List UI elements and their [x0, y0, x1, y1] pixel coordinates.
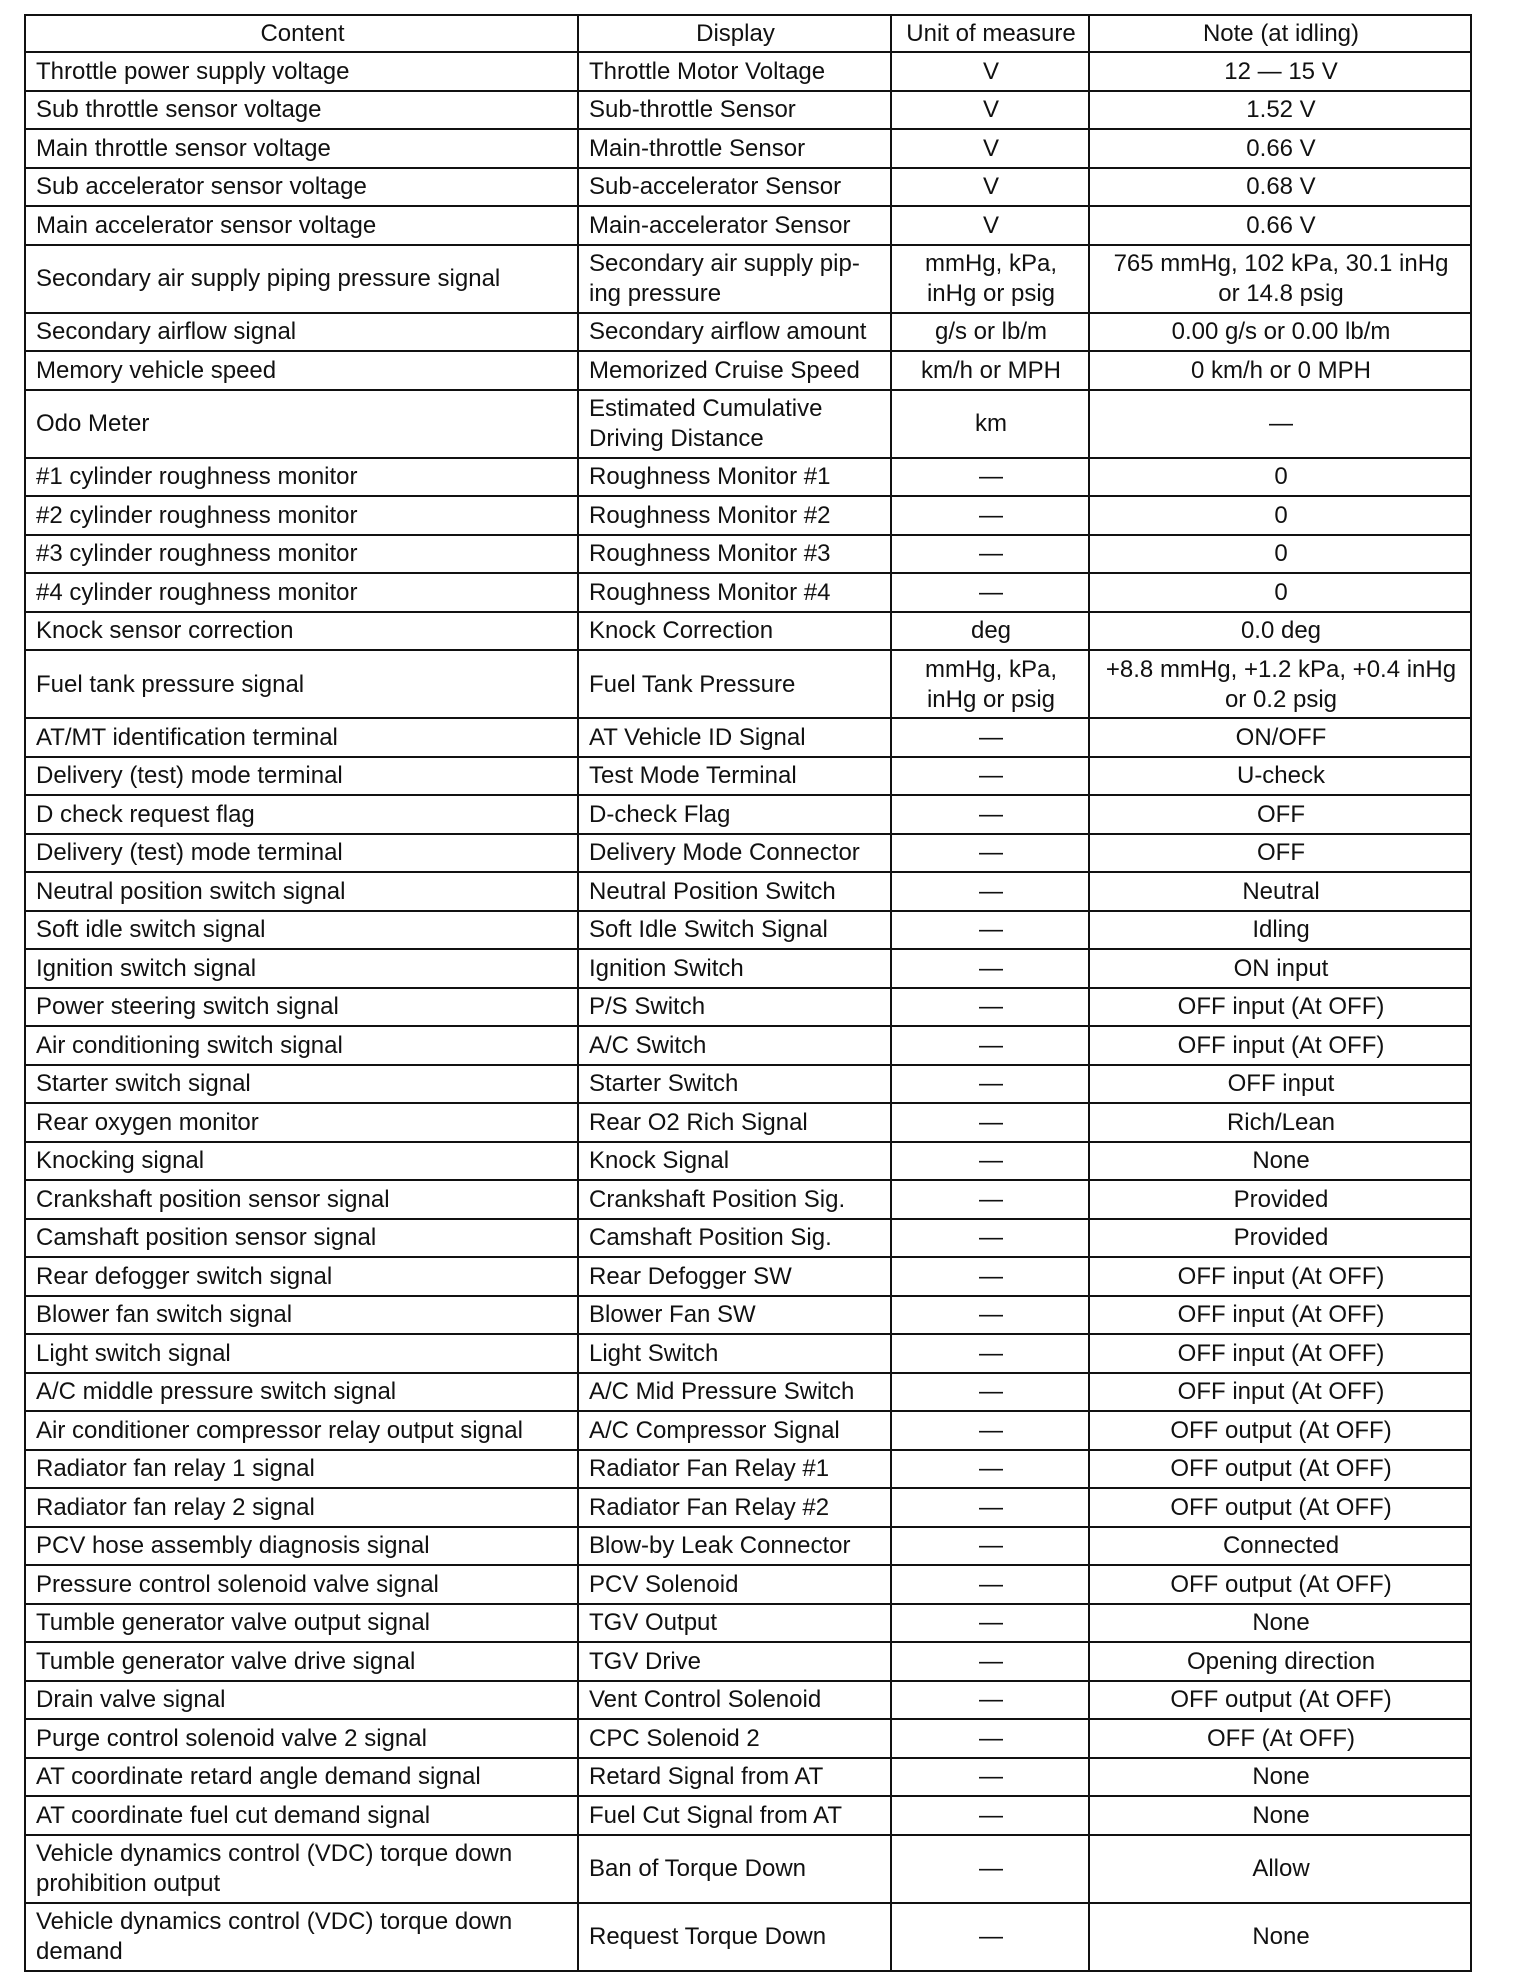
header-note: Note (at idling) [1089, 15, 1471, 52]
content-cell: #2 cylinder roughness monitor [25, 496, 578, 535]
display-cell: Fuel Cut Signal from AT [578, 1796, 891, 1835]
unit-cell: V [891, 52, 1089, 91]
unit-cell: — [891, 1488, 1089, 1527]
table-row [25, 834, 1471, 873]
table-row [25, 1142, 1471, 1181]
unit-cell: — [891, 1103, 1089, 1142]
table-row [25, 650, 1471, 718]
unit-cell: — [891, 1527, 1089, 1566]
unit-cell: — [891, 1903, 1089, 1971]
display-cell: Light Switch [578, 1334, 891, 1373]
table-row [25, 911, 1471, 950]
content-cell: Sub throttle sensor voltage [25, 91, 578, 130]
note-cell: Idling [1089, 911, 1471, 950]
note-cell: 0 [1089, 535, 1471, 574]
display-cell: Memorized Cruise Speed [578, 351, 891, 390]
unit-cell: km/h or MPH [891, 351, 1089, 390]
display-cell: Blower Fan SW [578, 1296, 891, 1335]
display-cell: Rear O2 Rich Signal [578, 1103, 891, 1142]
table-row [25, 91, 1471, 130]
content-cell: Main throttle sensor voltage [25, 129, 578, 168]
table-row [25, 1180, 1471, 1219]
unit-cell: — [891, 949, 1089, 988]
content-cell: AT/MT identification terminal [25, 718, 578, 757]
display-cell: Secondary air supply pip-ing pressure [578, 245, 891, 313]
display-cell: CPC Solenoid 2 [578, 1719, 891, 1758]
display-cell: Radiator Fan Relay #2 [578, 1488, 891, 1527]
content-cell: Radiator fan relay 1 signal [25, 1450, 578, 1489]
content-cell: Tumble generator valve output signal [25, 1604, 578, 1643]
content-cell: AT coordinate fuel cut demand signal [25, 1796, 578, 1835]
note-cell: 0.0 deg [1089, 612, 1471, 651]
unit-cell: — [891, 757, 1089, 796]
note-cell: OFF input (At OFF) [1089, 1373, 1471, 1412]
table-header-row [25, 15, 1471, 52]
content-cell: Purge control solenoid valve 2 signal [25, 1719, 578, 1758]
table-row [25, 1604, 1471, 1643]
note-cell: OFF output (At OFF) [1089, 1681, 1471, 1720]
header-unit-of-measure: Unit of measure [891, 15, 1089, 52]
note-cell: 0.00 g/s or 0.00 lb/m [1089, 313, 1471, 352]
unit-cell: — [891, 1026, 1089, 1065]
display-cell: Fuel Tank Pressure [578, 650, 891, 718]
display-cell: D-check Flag [578, 795, 891, 834]
header-display: Display [578, 15, 891, 52]
header-content: Content [25, 15, 578, 52]
table-row [25, 612, 1471, 651]
display-cell: P/S Switch [578, 988, 891, 1027]
content-cell: Rear oxygen monitor [25, 1103, 578, 1142]
display-cell: PCV Solenoid [578, 1565, 891, 1604]
note-cell: 1.52 V [1089, 91, 1471, 130]
unit-cell: km [891, 390, 1089, 458]
content-cell: Memory vehicle speed [25, 351, 578, 390]
display-cell: Roughness Monitor #3 [578, 535, 891, 574]
display-cell: Blow-by Leak Connector [578, 1527, 891, 1566]
display-cell: Secondary airflow amount [578, 313, 891, 352]
display-cell: Knock Signal [578, 1142, 891, 1181]
unit-cell: g/s or lb/m [891, 313, 1089, 352]
note-cell: OFF input (At OFF) [1089, 1296, 1471, 1335]
table-row [25, 1450, 1471, 1489]
note-cell: OFF input (At OFF) [1089, 1026, 1471, 1065]
note-cell: Allow [1089, 1835, 1471, 1903]
unit-cell: — [891, 1411, 1089, 1450]
note-cell: 12 — 15 V [1089, 52, 1471, 91]
note-cell: None [1089, 1758, 1471, 1797]
table-row [25, 206, 1471, 245]
note-cell: 0.68 V [1089, 168, 1471, 207]
note-cell: 0 [1089, 458, 1471, 497]
unit-cell: — [891, 573, 1089, 612]
unit-cell: — [891, 1450, 1089, 1489]
note-cell: OFF input [1089, 1065, 1471, 1104]
content-cell: D check request flag [25, 795, 578, 834]
content-cell: Knocking signal [25, 1142, 578, 1181]
note-cell: OFF [1089, 795, 1471, 834]
display-cell: Camshaft Position Sig. [578, 1219, 891, 1258]
unit-cell: mmHg, kPa, inHg or psig [891, 650, 1089, 718]
note-cell: None [1089, 1796, 1471, 1835]
table-row [25, 795, 1471, 834]
content-cell: Crankshaft position sensor signal [25, 1180, 578, 1219]
table-row [25, 1488, 1471, 1527]
display-cell: Ban of Torque Down [578, 1835, 891, 1903]
note-cell: OFF input (At OFF) [1089, 988, 1471, 1027]
table-row [25, 1065, 1471, 1104]
display-cell: Knock Correction [578, 612, 891, 651]
display-cell: Neutral Position Switch [578, 872, 891, 911]
note-cell: U-check [1089, 757, 1471, 796]
unit-cell: V [891, 91, 1089, 130]
display-cell: Retard Signal from AT [578, 1758, 891, 1797]
unit-cell: — [891, 1604, 1089, 1643]
unit-cell: — [891, 795, 1089, 834]
data-monitor-table [24, 14, 1472, 1972]
display-cell: Request Torque Down [578, 1903, 891, 1971]
unit-cell: — [891, 1334, 1089, 1373]
display-cell: Throttle Motor Voltage [578, 52, 891, 91]
table-row [25, 1373, 1471, 1412]
table-row [25, 1642, 1471, 1681]
note-cell: OFF output (At OFF) [1089, 1488, 1471, 1527]
display-cell: Rear Defogger SW [578, 1257, 891, 1296]
content-cell: #1 cylinder roughness monitor [25, 458, 578, 497]
note-cell: 0.66 V [1089, 206, 1471, 245]
content-cell: Neutral position switch signal [25, 872, 578, 911]
content-cell: Fuel tank pressure signal [25, 650, 578, 718]
display-cell: Main-accelerator Sensor [578, 206, 891, 245]
note-cell: 0 [1089, 496, 1471, 535]
display-cell: Radiator Fan Relay #1 [578, 1450, 891, 1489]
table-row [25, 1796, 1471, 1835]
table-row [25, 1257, 1471, 1296]
note-cell: OFF [1089, 834, 1471, 873]
content-cell: Camshaft position sensor signal [25, 1219, 578, 1258]
content-cell: Throttle power supply voltage [25, 52, 578, 91]
unit-cell: — [891, 872, 1089, 911]
table-row [25, 1219, 1471, 1258]
display-cell: Test Mode Terminal [578, 757, 891, 796]
note-cell: None [1089, 1604, 1471, 1643]
unit-cell: V [891, 206, 1089, 245]
unit-cell: — [891, 1758, 1089, 1797]
display-cell: TGV Drive [578, 1642, 891, 1681]
content-cell: Blower fan switch signal [25, 1296, 578, 1335]
unit-cell: — [891, 1642, 1089, 1681]
table-row [25, 1565, 1471, 1604]
table-row [25, 573, 1471, 612]
table-row [25, 1719, 1471, 1758]
unit-cell: — [891, 1565, 1089, 1604]
content-cell: PCV hose assembly diagnosis signal [25, 1527, 578, 1566]
display-cell: Roughness Monitor #4 [578, 573, 891, 612]
unit-cell: — [891, 1257, 1089, 1296]
table-row [25, 496, 1471, 535]
unit-cell: — [891, 1373, 1089, 1412]
unit-cell: — [891, 1796, 1089, 1835]
note-cell: ON/OFF [1089, 718, 1471, 757]
note-cell: None [1089, 1142, 1471, 1181]
display-cell: AT Vehicle ID Signal [578, 718, 891, 757]
note-cell: ON input [1089, 949, 1471, 988]
table-row [25, 988, 1471, 1027]
display-cell: Crankshaft Position Sig. [578, 1180, 891, 1219]
content-cell: #3 cylinder roughness monitor [25, 535, 578, 574]
unit-cell: — [891, 1296, 1089, 1335]
table-row [25, 168, 1471, 207]
note-cell: Connected [1089, 1527, 1471, 1566]
content-cell: Drain valve signal [25, 1681, 578, 1720]
table-row [25, 1103, 1471, 1142]
table-row [25, 1296, 1471, 1335]
content-cell: Tumble generator valve drive signal [25, 1642, 578, 1681]
unit-cell: — [891, 1180, 1089, 1219]
unit-cell: — [891, 1065, 1089, 1104]
note-cell: OFF input (At OFF) [1089, 1257, 1471, 1296]
unit-cell: — [891, 535, 1089, 574]
table-row [25, 245, 1471, 313]
table-row [25, 757, 1471, 796]
display-cell: Soft Idle Switch Signal [578, 911, 891, 950]
note-cell: Provided [1089, 1219, 1471, 1258]
note-cell: Opening direction [1089, 1642, 1471, 1681]
unit-cell: deg [891, 612, 1089, 651]
table-row [25, 1527, 1471, 1566]
content-cell: Knock sensor correction [25, 612, 578, 651]
note-cell: Rich/Lean [1089, 1103, 1471, 1142]
unit-cell: — [891, 718, 1089, 757]
content-cell: Power steering switch signal [25, 988, 578, 1027]
note-cell: 0 [1089, 573, 1471, 612]
unit-cell: — [891, 1219, 1089, 1258]
content-cell: Pressure control solenoid valve signal [25, 1565, 578, 1604]
unit-cell: V [891, 168, 1089, 207]
content-cell: Secondary air supply piping pressure signal [25, 245, 578, 313]
display-cell: A/C Mid Pressure Switch [578, 1373, 891, 1412]
table-row [25, 390, 1471, 458]
display-cell: Roughness Monitor #2 [578, 496, 891, 535]
unit-cell: — [891, 911, 1089, 950]
note-cell: OFF output (At OFF) [1089, 1450, 1471, 1489]
unit-cell: mmHg, kPa, inHg or psig [891, 245, 1089, 313]
table-row [25, 129, 1471, 168]
content-cell: Radiator fan relay 2 signal [25, 1488, 578, 1527]
display-cell: Roughness Monitor #1 [578, 458, 891, 497]
content-cell: Sub accelerator sensor voltage [25, 168, 578, 207]
content-cell: Air conditioning switch signal [25, 1026, 578, 1065]
unit-cell: — [891, 458, 1089, 497]
display-cell: A/C Switch [578, 1026, 891, 1065]
note-cell: None [1089, 1903, 1471, 1971]
table-row [25, 313, 1471, 352]
note-cell: OFF output (At OFF) [1089, 1411, 1471, 1450]
display-cell: Sub-accelerator Sensor [578, 168, 891, 207]
content-cell: Ignition switch signal [25, 949, 578, 988]
note-cell: — [1089, 390, 1471, 458]
note-cell: OFF output (At OFF) [1089, 1565, 1471, 1604]
unit-cell: — [891, 1835, 1089, 1903]
content-cell: Secondary airflow signal [25, 313, 578, 352]
display-cell: TGV Output [578, 1604, 891, 1643]
unit-cell: V [891, 129, 1089, 168]
unit-cell: — [891, 834, 1089, 873]
content-cell: AT coordinate retard angle demand signal [25, 1758, 578, 1797]
note-cell: OFF (At OFF) [1089, 1719, 1471, 1758]
note-cell: 765 mmHg, 102 kPa, 30.1 inHg or 14.8 psig [1089, 245, 1471, 313]
content-cell: Light switch signal [25, 1334, 578, 1373]
display-cell: Estimated Cumulative Driving Distance [578, 390, 891, 458]
note-cell: 0.66 V [1089, 129, 1471, 168]
display-cell: Main-throttle Sensor [578, 129, 891, 168]
table-row [25, 1835, 1471, 1903]
table-row [25, 949, 1471, 988]
note-cell: Provided [1089, 1180, 1471, 1219]
content-cell: Delivery (test) mode terminal [25, 834, 578, 873]
display-cell: Starter Switch [578, 1065, 891, 1104]
table-row [25, 872, 1471, 911]
content-cell: Soft idle switch signal [25, 911, 578, 950]
content-cell: Odo Meter [25, 390, 578, 458]
table-row [25, 458, 1471, 497]
content-cell: Rear defogger switch signal [25, 1257, 578, 1296]
unit-cell: — [891, 988, 1089, 1027]
note-cell: OFF input (At OFF) [1089, 1334, 1471, 1373]
note-cell: +8.8 mmHg, +1.2 kPa, +0.4 inHg or 0.2 psig [1089, 650, 1471, 718]
table-body [25, 52, 1471, 1971]
content-cell: Air conditioner compressor relay output signal [25, 1411, 578, 1450]
note-cell: 0 km/h or 0 MPH [1089, 351, 1471, 390]
content-cell: Vehicle dynamics control (VDC) torque down prohibition output [25, 1835, 578, 1903]
table-row [25, 1903, 1471, 1971]
unit-cell: — [891, 1681, 1089, 1720]
display-cell: Vent Control Solenoid [578, 1681, 891, 1720]
display-cell: Delivery Mode Connector [578, 834, 891, 873]
content-cell: Delivery (test) mode terminal [25, 757, 578, 796]
table-row [25, 1026, 1471, 1065]
content-cell: A/C middle pressure switch signal [25, 1373, 578, 1412]
unit-cell: — [891, 1719, 1089, 1758]
table-row [25, 351, 1471, 390]
data-monitor-table-container [24, 14, 1470, 1972]
table-row [25, 1334, 1471, 1373]
display-cell: Sub-throttle Sensor [578, 91, 891, 130]
table-row [25, 535, 1471, 574]
note-cell: Neutral [1089, 872, 1471, 911]
content-cell: Starter switch signal [25, 1065, 578, 1104]
unit-cell: — [891, 496, 1089, 535]
content-cell: #4 cylinder roughness monitor [25, 573, 578, 612]
table-row [25, 1758, 1471, 1797]
table-row [25, 52, 1471, 91]
table-row [25, 1681, 1471, 1720]
unit-cell: — [891, 1142, 1089, 1181]
display-cell: Ignition Switch [578, 949, 891, 988]
display-cell: A/C Compressor Signal [578, 1411, 891, 1450]
table-row [25, 1411, 1471, 1450]
content-cell: Main accelerator sensor voltage [25, 206, 578, 245]
table-row [25, 718, 1471, 757]
content-cell: Vehicle dynamics control (VDC) torque down demand [25, 1903, 578, 1971]
